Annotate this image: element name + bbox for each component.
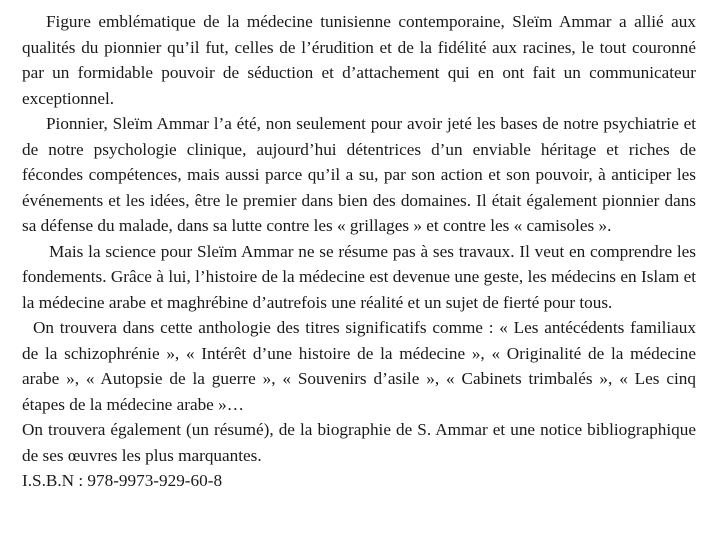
isbn-line: I.S.B.N : 978-9973-929-60-8: [22, 471, 223, 490]
document-page: [22, 9, 696, 494]
paragraph-anthology: On trouvera dans cette anthologie des titres significatifs comme : « Les antécédents familiaux de la schizophrénie », « Intérêt d’une histoire de la médecine », « Originalité de la médecine arabe », « Autopsie de la guerre », « Souvenirs d’asile », « Cabinets trimbalés », « Les cinq étapes de la médecine arabe »…: [22, 318, 696, 414]
paragraph-pioneer: Pionnier, Sleïm Ammar l’a été, non seulement pour avoir jeté les bases de notre psychiatrie et de notre psychologie clinique, aujourd’hui détentrices d’un enviable héritage et riches de fécondes compétences, mais aussi parce qu’il a su, par son action et son pouvoir, à anticiper les événements et les idées, être le premier dans bien des domaines. Il était également pionnier dans sa défense du malade, dans sa lutte contre les « grillages » et contre les « camisoles ».: [22, 114, 696, 235]
paragraph-intro: Figure emblématique de la médecine tunisienne contemporaine, Sleïm Ammar a allié aux qualités du pionnier qu’il fut, celles de l’érudition et de la fidélité aux racines, le tout couronné par un formidable pouvoir de séduction et d’attachement qui en ont fait un communicateur exceptionnel.: [22, 12, 696, 108]
paragraph-biography: On trouvera également (un résumé), de la biographie de S. Ammar et une notice bibliographique de ses œuvres les plus marquantes.: [22, 420, 696, 465]
paragraph-science: Mais la science pour Sleïm Ammar ne se résume pas à ses travaux. Il veut en comprendre les fondements. Grâce à lui, l’histoire de la médecine est devenue une geste, les médecins en Islam et la médecine arabe et maghrébine d’autrefois une réalité et un sujet de fierté pour tous.: [22, 241, 696, 312]
